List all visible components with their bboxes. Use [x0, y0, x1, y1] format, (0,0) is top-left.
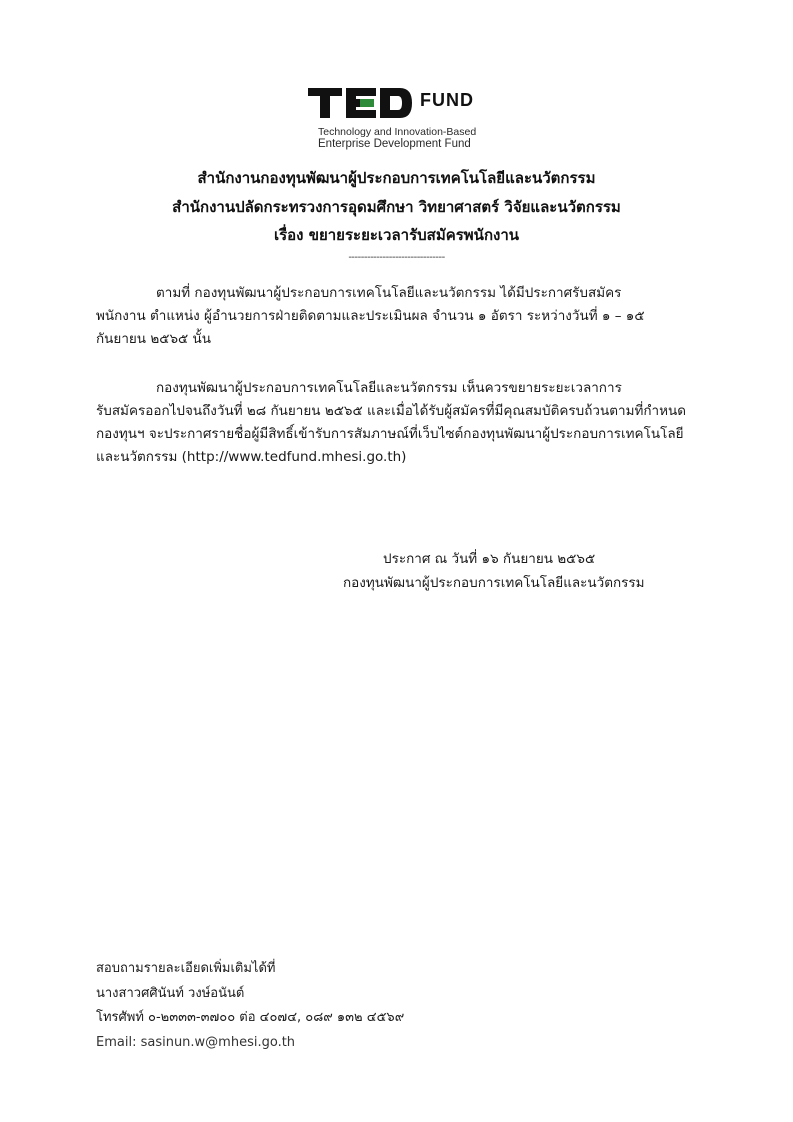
body-paragraph-2: [96, 377, 700, 469]
header-office-name: สำนักงานกองทุนพัฒนาผู้ประกอบการเทคโนโลยีและนวัตกรรม: [197, 169, 596, 187]
announcement-date: ประกาศ ณ วันที่ ๑๖ กันยายน ๒๕๖๕: [383, 551, 596, 567]
header-ministry-name: สำนักงานปลัดกระทรวงการอุดมศึกษา วิทยาศาสตร์ วิจัยและนวัตกรรม: [172, 198, 621, 216]
paragraph-line: กองทุนพัฒนาผู้ประกอบการเทคโนโลยีและนวัตกรรม เห็นควรขยายระยะเวลาการ: [156, 380, 622, 396]
paragraph-line: กองทุนฯ จะประกาศรายชื่อผู้มีสิทธิ์เข้ารับการสัมภาษณ์ที่เว็บไซต์กองทุนพัฒนาผู้ประกอบการเทคโนโลยี: [96, 426, 684, 442]
paragraph-line: ตามที่ กองทุนพัฒนาผู้ประกอบการเทคโนโลยีและนวัตกรรม ได้มีประกาศรับสมัคร: [156, 285, 622, 301]
contact-email: Email: sasinun.w@mhesi.go.th: [96, 1034, 296, 1050]
ted-logo-mark-icon: [308, 86, 413, 120]
logo-subtitle-line1: Technology and Innovation-Based: [318, 126, 477, 138]
header-divider: -------------------------------: [348, 252, 445, 263]
paragraph-line: กันยายน ๒๕๖๕ นั้น: [96, 331, 211, 347]
contact-phone: โทรศัพท์ ๐-๒๓๓๓-๓๗๐๐ ต่อ ๔๐๗๔, ๐๘๙ ๑๓๒ ๔๕๖๙: [96, 1010, 405, 1025]
announcing-organization: กองทุนพัฒนาผู้ประกอบการเทคโนโลยีและนวัตกรรม: [343, 575, 645, 591]
paragraph-line: และนวัตกรรม (http://www.tedfund.mhesi.go.th): [96, 449, 407, 465]
logo-word-fund: FUND: [420, 90, 474, 110]
header-subject: เรื่อง ขยายระยะเวลารับสมัครพนักงาน: [273, 226, 520, 244]
tedfund-logo: [308, 86, 500, 152]
contact-name: นางสาวศศินันท์ วงษ์อนันต์: [96, 985, 245, 1001]
logo-subtitle-line2: Enterprise Development Fund: [318, 138, 471, 150]
contact-block: [96, 957, 404, 1055]
contact-intro: สอบถามรายละเอียดเพิ่มเติมได้ที่: [96, 961, 276, 976]
paragraph-line: รับสมัครออกไปจนถึงวันที่ ๒๘ กันยายน ๒๕๖๕ และเมื่อได้รับผู้สมัครที่มีคุณสมบัติครบถ้วนตามที่กำหนด: [96, 403, 687, 419]
paragraph-line: พนักงาน ตำแหน่ง ผู้อำนวยการฝ่ายติดตามและประเมินผล จำนวน ๑ อัตรา ระหว่างวันที่ ๑ – ๑๕: [96, 308, 645, 324]
body-paragraph-1: [96, 282, 700, 351]
